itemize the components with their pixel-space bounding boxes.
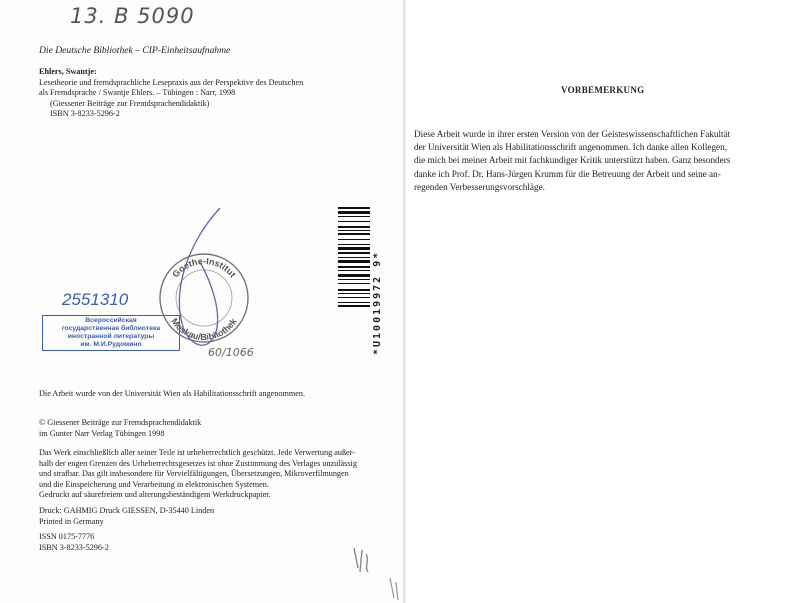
preface-line: regenden Verbesserungsvorschläge. [414, 181, 545, 192]
goethe-stamp-bottom: Moskau/Bibliothek [169, 316, 239, 343]
barcode-bar [338, 221, 370, 222]
issn-block [39, 532, 109, 553]
barcode-bar [338, 239, 370, 240]
cip-series: (Giessener Beiträge zur Fremdsprachendidaktik) [50, 98, 210, 108]
barcode-bar [338, 211, 370, 214]
library-stamp-line: им. М.И.Рудомино [80, 341, 142, 348]
rights-line: Das Werk einschließlich aller seiner Teile ist urheberrechtlich geschützt. Jede Verwertung außer- [39, 448, 355, 457]
barcode-number: *U10019972 9* [372, 250, 383, 355]
barcode-bar [338, 230, 370, 231]
habilitation-note: Die Arbeit wurde von der Universität Wien als Habilitationsschrift angenommen. [39, 389, 306, 398]
barcode-bar [338, 252, 370, 254]
barcode-bar [338, 226, 370, 228]
preface-line: danke ich Prof. Dr. Hans-Jürgen Krumm für die Betreuung der Arbeit und seine an- [414, 168, 721, 179]
copyright-line: © Giessener Beiträge zur Fremdsprachendidaktik [39, 418, 202, 427]
copyright-line: im Gunter Narr Verlag Tübingen 1998 [39, 428, 165, 438]
rights-line: und die Einspeicherung und Verarbeitung in elektronischen Systemen. [39, 479, 269, 489]
barcode-bar [338, 207, 370, 209]
barcode-bar [338, 289, 370, 291]
preface-line: die mich bei meiner Arbeit mit fachkundiger Kritik unterstützt haben. Ganz besonders [414, 155, 731, 166]
rights-line: halb der engen Grenzen des Urheberrechtsgesetzes ist ohne Zustimmung des Verlages unzulässig [39, 458, 357, 468]
pen-flourish [150, 200, 270, 360]
barcode-bar [338, 274, 370, 277]
barcode-bar [338, 305, 370, 307]
cip-heading: Die Deutsche Bibliothek – CIP-Einheitsaufnahme [39, 45, 231, 56]
cip-record [39, 67, 303, 120]
issn-line: ISSN 0175-7776 [39, 532, 95, 541]
copyright-block [39, 418, 201, 439]
print-line: Druck: GAHMIG Druck GIESSEN, D-35440 Linden [39, 506, 215, 515]
barcode-bar [338, 247, 370, 250]
print-line: Printed in Germany [39, 516, 104, 526]
barcode-bar [338, 270, 370, 271]
barcode [338, 207, 370, 352]
cip-author: Ehlers, Swantje: [39, 67, 97, 76]
barcode-bar [338, 257, 370, 258]
rights-line: Gedruckt auf säurefreiem und alterungsbeständigem Werkdruckpapier. [39, 490, 271, 500]
barcode-bar [338, 244, 370, 245]
library-stamp-line: Всероссийская [85, 317, 137, 324]
rights-block [39, 448, 357, 501]
rights-line: und strafbar. Das gilt insbesondere für Vervielfältigungen, Übersetzungen, Mikroverfilmungen [39, 469, 349, 479]
preface-title: VORBEMERKUNG [561, 85, 645, 95]
barcode-bar [338, 302, 370, 303]
handwritten-shelfmark: 13. B 5090 [70, 4, 195, 28]
preface-line: der Universität Wien als Habilitationsschrift angenommen. Ich danke allen Kollegen, [414, 142, 728, 153]
barcode-bar [338, 233, 370, 235]
barcode-bar [338, 260, 370, 263]
right-page [406, 0, 800, 603]
barcode-bar [338, 279, 370, 280]
barcode-bar [338, 297, 370, 298]
library-stamp-line: государственная библиотека [61, 325, 161, 332]
handwritten-note: 60/1066 [208, 346, 254, 359]
preface-paragraph [414, 128, 730, 194]
stamp-number: 2551310 [62, 290, 129, 309]
pencil-marks [340, 538, 404, 603]
preface-line: Diese Arbeit wurde in ihrer ersten Version von der Geisteswissenschaftlichen Fakultät [414, 129, 731, 139]
cip-title-line: als Fremdsprache / Swantje Ehlers. – Tübingen : Narr, 1998 [39, 88, 236, 98]
barcode-bar [338, 293, 370, 294]
cip-isbn: ISBN 3-8233-5296-2 [50, 109, 120, 119]
cip-title-line: Lesetheorie und fremdsprachliche Lesepraxis aus der Perspektive des Deutschen [39, 77, 304, 87]
print-block [39, 506, 214, 527]
barcode-bar [338, 266, 370, 268]
barcode-bar [338, 283, 370, 284]
barcode-bar [338, 216, 370, 217]
issn-line: ISBN 3-8233-5296-2 [39, 542, 109, 552]
library-stamp-line: иностранной литературы [67, 333, 155, 340]
goethe-stamp-top: Goethe-Institut [170, 255, 238, 280]
